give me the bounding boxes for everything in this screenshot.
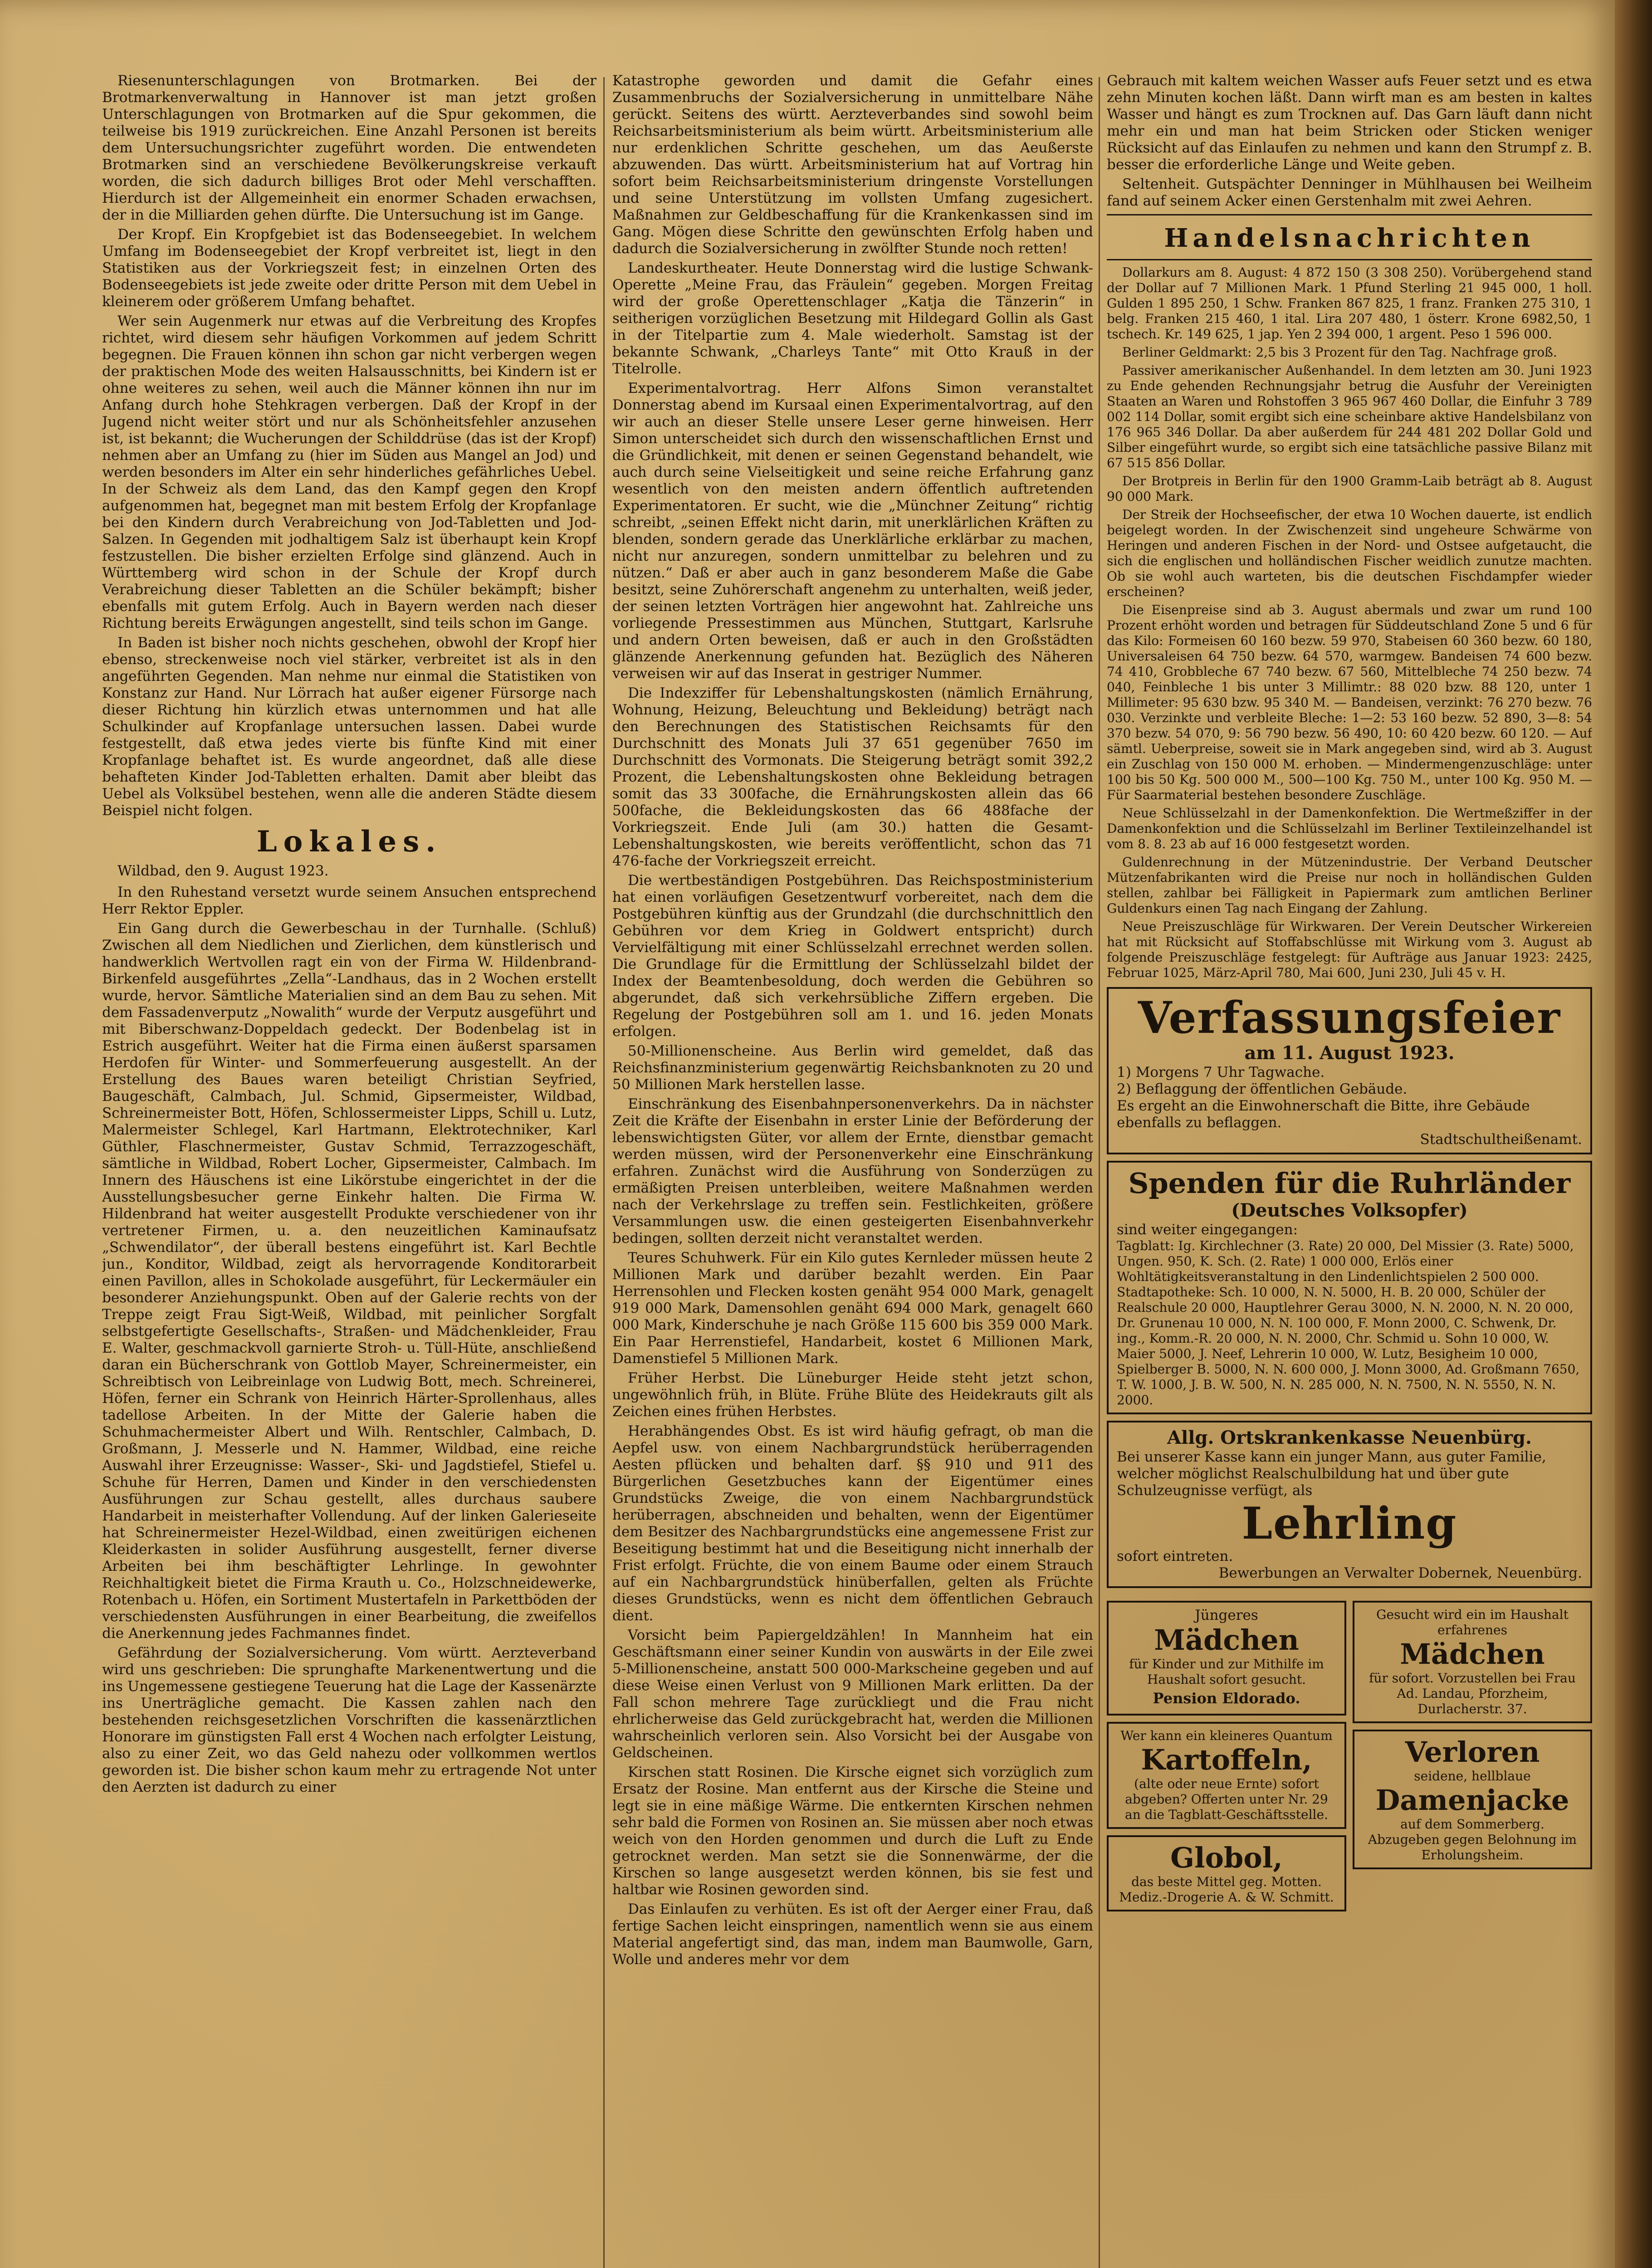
article-indexziffer: Die Indexziffer für Lebenshaltungskosten (nämlich Ernährung, Wohnung, Heizung, Beleuchtung und Bekleidung) beträgt nach den Berechnungen des Statistischen Reichsamts für den Durchschnitt des Monats Juli 37 651 gegenüber 7650 im Durchschnitt des Vormonats. Die Steigerung beträgt somit 392,2 Prozent, die Lebenshaltungskosten ohne Bekleidung betragen somit das 33 300fache, die Ernährungskosten allein das 66 500fache, die Bekleidungskosten das 66 488fache der Vorkriegszeit. Ende Juli (am 30.) hatten die Gesamt-Lebenshaltungskosten, wie bereits veröffentlicht, schon das 71 476-fache der Vorkriegszeit erreicht. — [612, 685, 1093, 869]
ad-globol-text: das beste Mittel geg. Motten. — [1131, 1874, 1322, 1889]
ad-maedchen-1-title: Mädchen — [1154, 1623, 1299, 1657]
ad-aok-apply: Bewerbungen an Verwalter Dobernek, Neuenbürg. — [1218, 1565, 1582, 1581]
ad-kartoffeln-pre: Wer kann ein kleineres Quantum — [1120, 1728, 1333, 1743]
article-eisenbahn: Einschränkung des Eisenbahnpersonenverkehrs. Da in nächster Zeit die Kräfte der Eisenbahn in erster Linie der Beförderung der lebenswichtigsten Güter, vor allem der Ernte, dienstbar gemacht werden müssen, wird der Personenverkehr eine Einschränkung erfahren. Zunächst wird die Ausführung von Sonderzügen zu ermäßigten Preisen unterbleiben, weitere Maßnahmen werden nach der Verkehrslage zu treffen sein. Festlichkeiten, größere Versammlungen usw. die einen gesteigerten Eisenbahnverkehr bedingen, sollten derzeit nicht veranstaltet werden. — [612, 1096, 1093, 1246]
article-postgebuehren: Die wertbeständigen Postgebühren. Das Reichspostministerium hat einen vorläufigen Gesetzentwurf vorbereitet, nach dem die Postgebühren künftig aus der Grundzahl (die durchschnittlich den Gebühren vor dem Krieg in Goldwert entspricht) durch Vervielfältigung mit einer Schlüsselzahl errechnet werden sollen. Die Grundlage für die Ermittlung der Schlüsselzahl bildet der Index der Beamtenbesoldung, doch werden die Gebühren so abgerundet, daß sich verkehrsübliche Ziffern ergeben. Die Regelung der Postgebühren soll am 1. und 16. jeden Monats erfolgen. — [612, 872, 1093, 1040]
article-brotpreis: Der Brotpreis in Berlin für den 1900 Gramm-Laib beträgt ab 8. August 90 000 Mark. — [1107, 474, 1592, 504]
ad-verfassungsfeier-sign: Stadtschultheißenamt. — [1420, 1131, 1582, 1148]
ad-maedchen-2-pre: Gesucht wird ein im Haushalt erfahrenes — [1376, 1607, 1569, 1637]
ad-maedchen-2-title: Mädchen — [1400, 1637, 1545, 1671]
ad-spenden-list: Tagblatt: Ig. Kirchlechner (3. Rate) 20 000, Del Missier (3. Rate) 5000, Ungen. 950, K. Sch. (2. Rate) 1 000 000, Erlös einer Wohltätigkeitsveranstaltung in den Lindenlichtspielen 2 500 000. — [1117, 1238, 1574, 1284]
ad-globol-title: Globol, — [1170, 1841, 1283, 1874]
article-seltenheit: Seltenheit. Gutspächter Denninger in Mühlhausen bei Weilheim fand auf seinem Acker einen Gerstenhalm mit zwei Aehren. — [1107, 176, 1592, 209]
article-guldenrechnung: Guldenrechnung in der Mützenindustrie. Der Verband Deutscher Mützenfabrikanten wird die Preise nur noch in holländischen Gulden stellen, zahlbar bei Fälligkeit in Papiermark zum amtlichen Berliner Guldenkurs einen Tag nach Eingang der Zahlung. — [1107, 855, 1592, 916]
article-aussenhandel: Passiver amerikanischer Außenhandel. In dem letzten am 30. Juni 1923 zu Ende gehenden Rechnungsjahr betrug die Ausfuhr der Vereinigten Staaten an Waren und Rohstoffen 3 965 967 460 Dollar, die Einfuhr 3 789 002 114 Dollar, somit ergibt sich eine scheinbare aktive Handelsbilanz von 176 965 346 Dollar. Da aber außerdem für 244 481 202 Dollar Gold und Silber eingeführt wurde, so ergibt sich eine tatsächliche passive Bilanz mit 67 515 856 Dollar. — [1107, 363, 1592, 470]
ad-maedchen-2 — [1353, 1601, 1592, 1723]
column-2 — [612, 73, 1093, 2268]
column-rule — [1099, 77, 1100, 2268]
article-herbst: Früher Herbst. Die Lüneburger Heide steht jetzt schon, ungewöhnlich früh, in Blüte. Frühe Blüte des Heidekrauts gilt als Zeichen eines frühen Herbstes. — [612, 1370, 1093, 1420]
divider — [1107, 259, 1592, 260]
article-gewerbeschau: Ein Gang durch die Gewerbeschau in der Turnhalle. (Schluß) Zwischen all dem Niedlichen und Zierlichen, dem künstlerisch und handwerklich Wertvollen ragt ein von der Firma W. Hildenbrand-Birkenfeld ausgeführtes „Zella“-Landhaus, das in 2 Wochen erstellt wurde, hervor. Sämtliche Materialien sind an dem Bau zu sehen. Mit dem Fassadenverputz „Nowalith“ wurde der Verputz ausgeführt und mit Biberschwanz-Doppeldach gedeckt. Der Bodenbelag ist in Estrich ausgeführt. Weiter hat die Firma einen äußerst sparsamen Herdofen für Winter- und Sommerfeuerung ausgestellt. An der Erstellung des Baues waren beteiligt Christian Seyfried, Baugeschäft, Calmbach, Jul. Schmid, Gipsermeister, Wildbad, Schreinermeister Bott, Höfen, Schlossermeister Lipps, Schill u. Lutz, Malermeister Schlegel, Karl Hartmann, Elektrotechniker, Karl Güthler, Flaschnermeister, Gustav Schmid, Terrazzogeschäft, sämtliche in Wildbad, Robert Locher, Gipsermeister, Calmbach. Im Innern des Häuschens ist eine Likörstube eingerichtet in der die Ausstellungsbesucher gerne Einkehr halten. Die Firma W. Hildenbrand hat weiter ausgestellt Produkte verschiedener von ihr vertretener Firmen, u. a. den neuzeitlichen Kaminaufsatz „Schwendilator“, der überall bestens eingeführt ist. Karl Bechtle jun., Konditor, Wildbad, zeigt als hervorragende Konditorarbeit einen Pavillon, alles in Schokolade ausgeführt, für Leckermäuler ein besonderer Anziehungspunkt. Oben auf der Galerie rechts von der Treppe zeigt Frau Sigt-Weiß, Wildbad, mit peinlicher Sorgfalt selbstgefertigte Gesellschafts-, Straßen- und Mädchenkleider, Frau E. Walter, geschmackvoll garnierte Stroh- u. Tüll-Hüte, anschließend daran ein Bücherschrank von Gottlob Mayer, Schreinermeister, ein Schreibtisch von Leibreinlage von Ludwig Bott, mech. Schreinerei, Höfen, ferner ein Schrank von Heinrich Härter-Sprollenhaus, alles tadellose Arbeiten. In der Mitte der Galerie haben die Schuhmachermeister Albert und Wilh. Rentschler, Calmbach, D. Großmann, J. Messerle und N. Hammer, Wildbad, eine reiche Auswahl ihrer Erzeugnisse: Wasser-, Ski- und Jagdstiefel, Stiefel u. Schuhe für Herren, Damen und Kinder in den verschiedensten Ausführungen zur Schau gestellt, alles durchaus saubere Handarbeit in meisterhafter Vollendung. Auf der linken Galerieseite hat Schreinermeister Hezel-Wildbad, einen zweitürigen eichenen Kleiderkasten in solider Ausführung ausgestellt, ferner diverse Arbeiten bei ihm beschäftigter Lehrlinge. In gewohnter Reichhaltigkeit bietet die Firma Krauth u. Co., Holzschneidewerke, Rotenbach u. Höfen, ein Sortiment Mustertafeln in Parkettböden der verschiedensten Ausführungen in einer Bearbeitung, die zweifellos die Anerkennung jedes Fachmannes findet. — [102, 920, 596, 1642]
article-wirkwaren: Neue Preiszuschläge für Wirkwaren. Der Verein Deutscher Wirkereien hat mit Rücksicht auf Stoffabschlüsse mit Wirkung vom 3. August ab folgende Preiszuschläge festgelegt: für Aufträge aus Januar 1923: 2425, Februar 1025, März-April 780, Mai 600, Juni 230, Juli 45 v. H. — [1107, 919, 1592, 980]
ad-maedchen-1-text: für Kinder und zur Mithilfe im Haushalt sofort gesucht. — [1129, 1657, 1324, 1687]
divider — [1107, 214, 1592, 215]
article-eisenpreise: Die Eisenpreise sind ab 3. August abermals und zwar um rund 100 Prozent erhöht worden und betragen für Süddeutschland Zone 5 und 6 für das Kilo: Formeisen 60 160 bezw. 59 970, Stabeisen 60 360 bezw. 60 180, Universaleisen 64 750 bezw. 64 570, warmgew. Bandeisen 74 600 bezw. 74 410, Grobbleche 67 740 bezw. 67 560, Mittelbleche 74 250 bezw. 74 040, Feinbleche 1 bis unter 3 Millimtr.: 88 020 bzw. 88 120, unter 1 Millimeter: 95 630 bzw. 95 340 M. — Bandeisen, verzinkt: 76 270 bezw. 76 030. Verzinkte und verbleite Bleche: 1—2: 53 160 bezw. 52 890, 3—8: 54 370 bezw. 54 070, 9: 56 790 bezw. 56 490, 10: 60 420 bezw. 60 120. — Auf sämtl. Ueberpreise, soweit sie in Mark angegeben sind, wird ab 3. August ein Zuschlag von 150 000 M. erhoben. — Mindermengenzuschläge: unter 100 bis 50 Kg. 500 000 M., 500—100 Kg. 750 M., unter 100 Kg. 950 M. — Für Saarmaterial bestehen besondere Zuschläge. — [1107, 602, 1592, 802]
article-einlaufen: Das Einlaufen zu verhüten. Es ist oft der Aerger einer Frau, daß fertige Sachen leicht einspringen, namentlich wenn sie aus einem Material angefertigt sind, das man, indem man Baumwolle, Garn, Wolle und anderes mehr vor dem — [612, 1901, 1093, 1968]
page-edge-shadow — [1615, 0, 1652, 2268]
ad-verfassungsfeier — [1107, 987, 1592, 1154]
ad-spenden-subtitle: (Deutsches Volksopfer) — [1231, 1200, 1468, 1221]
article-geldmarkt: Berliner Geldmarkt: 2,5 bis 3 Prozent für den Tag. Nachfrage groß. — [1122, 345, 1557, 360]
column-1 — [102, 73, 596, 2268]
ad-verfassungsfeier-item: 2) Beflaggung der öffentlichen Gebäude. — [1117, 1081, 1408, 1097]
ad-maedchen-1-pre: Jüngeres — [1195, 1607, 1258, 1623]
ad-kartoffeln — [1107, 1722, 1346, 1829]
ad-aok-lehrling: Lehrling — [1241, 1498, 1457, 1549]
ad-aok-start: sofort eintreten. — [1117, 1548, 1233, 1564]
article-streik: Der Streik der Hochseefischer, der etwa 10 Wochen dauerte, ist endlich beigelegt worden. In der Zwischenzeit sind ungeheure Schwärme von Heringen und anderen Fischen in der Nord- und Ostsee aufgetaucht, die sich die englischen und holländischen Fischer weidlich zunutze machten. Ob sie wohl auch warteten, bis die deutschen Fischdampfer wieder erscheinen? — [1107, 507, 1592, 599]
ad-ortskrankenkasse — [1107, 1421, 1592, 1588]
column-rule — [603, 77, 605, 2268]
article-brotmarken: Riesenunterschlagungen von Brotmarken. Bei der Brotmarkenverwaltung in Hannover ist man jetzt großen Unterschlagungen von Brotmarken auf die Spur gekommen, die teilweise bis 1919 zurückreichen. Eine Anzahl Personen ist bereits dem Untersuchungsrichter zugeführt worden. Die entwendeten Brotmarken sind an verschiedene Bevölkerungskreise verkauft worden, die sich dadurch billiges Brot oder Mehl verschafften. Hierdurch ist der Allgemeinheit ein enormer Schaden erwachsen, der in die Milliarden gehen dürfte. Die Untersuchung ist im Gange. — [102, 73, 596, 223]
dateline: Wildbad, den 9. August 1923. — [117, 863, 329, 879]
article-millionenscheine: 50-Millionenscheine. Aus Berlin wird gemeldet, daß das Reichsfinanzministerium gegenwärtig Reichsbanknoten zu 20 und 50 Millionen Mark herstellen lasse. — [612, 1043, 1093, 1093]
section-heading-lokales: Lokales. — [256, 825, 442, 859]
ad-maedchen-1-sign: Pension Eldorado. — [1153, 1690, 1300, 1707]
ad-verfassungsfeier-date: am 11. August 1923. — [1244, 1042, 1455, 1064]
ad-spenden-intro: sind weiter eingegangen: — [1117, 1222, 1298, 1238]
ad-spenden — [1107, 1161, 1592, 1414]
ad-verfassungsfeier-text: Es ergeht an die Einwohnerschaft die Bitte, ihre Gebäude ebenfalls zu beflaggen. — [1117, 1098, 1530, 1131]
ad-spenden-title: Spenden für die Ruhrländer — [1128, 1167, 1571, 1200]
section-heading-handel: Handelsnachrichten — [1164, 223, 1535, 253]
ad-globol — [1107, 1835, 1346, 1911]
ad-kartoffeln-title: Kartoffeln, — [1141, 1743, 1312, 1776]
ad-verloren-item: Damenjacke — [1375, 1784, 1569, 1817]
article-kropf-3: In Baden ist bisher noch nichts geschehen, obwohl der Kropf hier ebenso, streckenweise noch viel stärker, verbreitet ist als in den angeführten Gegenden. Man nehme nur einmal die Statistiken von Konstanz zur Hand. Nur Lörrach hat außer eigener Fürsorge nach dieser Richtung hin kürzlich etwas unternommen und hat alle Schulkinder auf Kropfanlage untersuchen lassen. Dabei wurde festgestellt, daß etwa jedes vierte bis fünfte Kind mit einer Kropfanlage behaftet ist. Es wurde angeordnet, daß alle diese behafteten Kinder Jod-Tabletten erhalten. Damit aber bleibt das Uebel als Volksübel bestehen, wenn alle die anderen Städte diesem Beispiel nicht folgen. — [102, 635, 596, 819]
ad-verloren-title: Verloren — [1405, 1735, 1540, 1769]
column-3 — [1107, 73, 1592, 2268]
article-schluesselzahl: Neue Schlüsselzahl in der Damenkonfektion. Die Wertmeßziffer in der Damenkonfektion und die Schlüsselzahl im Berliner Textileinzelhandel ist vom 8. 8. 23 ab auf 16 000 festgesetzt worden. — [1107, 806, 1592, 851]
article-landeskurtheater: Landeskurtheater. Heute Donnerstag wird die lustige Schwank-Operette „Meine Frau, das Fräulein“ gegeben. Morgen Freitag wird der große Operettenschlager „Katja die Tänzerin“ in seitherigen vorzüglichen Besetzung mit Hildegard Gollin als Gast in der Titelpartie zum 4. Male wiederholt. Samstag ist der bekannte Schwank, „Charleys Tante“ mit Otto Krauß in der Titelrolle. — [612, 260, 1093, 377]
article-obst: Herabhängendes Obst. Es ist wird häufig gefragt, ob man die Aepfel usw. von einem Nachbargrundstück herüberragenden Aesten pflücken und behalten darf. §§ 910 und 911 des Bürgerlichen Gesetzbuches kann der Eigentümer eines Grundstücks Zweige, die von einem Nachbargrundstück herüberragen, abschneiden und behalten, wenn der Eigentümer dem Besitzer des Nachbargrundstücks eine angemessene Frist zur Beseitigung bestimmt hat und die Beseitigung nicht innerhalb der Frist erfolgt. Früchte, die von einem Baume oder einem Strauch auf ein Nachbargrundstück hinüberfallen, gelten als Früchte dieses Grundstücks, wenn es nicht dem öffentlichen Gebrauch dient. — [612, 1423, 1093, 1624]
article-ruhestand: In den Ruhestand versetzt wurde seinem Ansuchen entsprechend Herr Rektor Eppler. — [102, 884, 596, 917]
ad-verloren-sub: seidene, hellblaue — [1414, 1769, 1531, 1784]
ad-kartoffeln-text: (alte oder neue Ernte) sofort abgeben? Offerten unter Nr. 29 an die Tagblatt-Geschäftsstelle. — [1125, 1776, 1328, 1822]
article-kropf-2: Wer sein Augenmerk nur etwas auf die Verbreitung des Kropfes richtet, wird diesem sehr häufigen Vorkommen auf jedem Schritt begegnen. Die Frauen können ihn schon gar nicht verbergen wegen der praktischen Mode des weiten Halsausschnitts, bei Kindern ist er ohne weiteres zu sehen, weil auch die Männer können ihn nur im Anfang durch hohe Stehkragen verbergen. Daß der Kropf in der Jugend nicht weiter stört und nur als Schönheitsfehler anzusehen ist, ist bekannt; die Wucherungen der Schilddrüse (das ist der Kropf) nehmen aber an Umfang zu (hier im Süden aus Mangel an Jod) und werden besonders im Alter ein sehr hinderliches gefährliches Uebel. In der Schweiz als dem Land, das den Kampf gegen den Kropf aufgenommen hat, begegnet man mit bestem Erfolg der Kropfanlage bei den Kindern durch Verabreichung von Jod-Tabletten und Jod-Salzen. In Gegenden mit jodhaltigem Salz ist überhaupt kein Kropf festzustellen. Die bisher erzielten Erfolge sind glänzend. Auch in Württemberg wird schon in der Schule der Kropf durch Verabreichung dieser Tabletten an die Schüler bekämpft; bisher ebenfalls mit gutem Erfolg. Auch in Bayern werden nach dieser Richtung bereits Erwägungen angestellt, sind teils schon im Gange. — [102, 313, 596, 631]
article-dollarkurs: Dollarkurs am 8. August: 4 872 150 (3 308 250). Vorübergehend stand der Dollar auf 7 Millionen Mark. 1 Pfund Sterling 21 945 000, 1 holl. Gulden 1 895 250, 1 Schw. Franken 867 825, 1 franz. Franken 275 310, 1 belg. Franken 215 460, 1 ital. Lira 207 480, 1 österr. Krone 6982,50, 1 tschech. Kr. 149 625, 1 jap. Yen 2 394 000, 1 argent. Peso 1 596 000. — [1107, 265, 1592, 342]
ad-maedchen-2-text: für sofort. Vorzustellen bei Frau Ad. Landau, Pforzheim, Durlacherstr. 37. — [1369, 1671, 1576, 1716]
ad-verloren-text: auf dem Sommerberg. Abzugeben gegen Belohnung im Erholungsheim. — [1368, 1817, 1577, 1862]
article-papiergeld: Vorsicht beim Papiergeldzählen! In Mannheim hat ein Geschäftsmann einer seiner Kundin von auswärts in der Eile zwei 5-Millionenscheine, anstatt 500 000-Markscheine gegeben und auf diese Weise einen Verlust von 9 Millionen Mark erlitten. Da der Fall schon mehrere Tage zurückliegt und die Frau nicht ehrlicherweise das Geld zurückgebracht hat, werden die Millionen wahrscheinlich verloren sein. Also Vorsicht bei der Ausgabe von Geldscheinen. — [612, 1627, 1093, 1761]
ad-verfassungsfeier-item: 1) Morgens 7 Uhr Tagwache. — [1117, 1064, 1325, 1080]
article-kirschen: Kirschen statt Rosinen. Die Kirsche eignet sich vorzüglich zum Ersatz der Rosine. Man entfernt aus der Kirsche die Steine und legt sie in eine mäßige Wärme. Die entkernten Kirschen nehmen sehr bald die Formen von Rosinen an. Sie müssen aber noch etwas weich von den Horden genommen und durch die Luft zu Ende getrocknet werden. Man setzt sie die Sonnenwärme, der die Kirschen so lange ausgesetzt werden können, bis sie fest und haltbar wie Rosinen geworden sind. — [612, 1764, 1093, 1898]
ad-spenden-list: Stadtapotheke: Sch. 10 000, N. N. 5000, H. B. 20 000, Schüler der Realschule 20 000, Hauptlehrer Gerau 3000, N. N. 2000, N. N. 20 000, Dr. Grunenau 10 000, N. N. 100 000, F. Monn 2000, C. Schwenk, Dr. ing., Komm.-R. 20 000, N. N. 2000, Chr. Schmid u. Sohn 10 000, W. Maier 5000, J. Neef, Lehrerin 10 000, W. Lutz, Besigheim 10 000, Spielberger B. 5000, N. N. 600 000, J. Monn 3000, Ad. Großmann 7650, T. W. 1000, J. B. W. 500, N. N. 285 000, N. N. 7500, N. N. 5550, N. N. 2000. — [1117, 1285, 1580, 1408]
article-katastrophe: Katastrophe geworden und damit die Gefahr eines Zusammenbruchs der Sozialversicherung in unmittelbare Nähe gerückt. Seitens des württ. Aerzteverbandes sind sowohl beim Reichsarbeitsministerium als beim württ. Arbeitsministerium alle nur erdenklichen Schritte geschehen, um das Aeußerste abzuwenden. Das württ. Arbeitsministerium hat auf Vortrag hin sofort beim Reichsarbeitsministerium dringenste Vorstellungen und seine Unterstützung im vollsten Umfang zugesichert. Maßnahmen zur Geldbeschaffung für die Krankenkassen sind im Gang. Mögen diese Schritte den gewünschten Erfolg haben und dadurch die Sozialversicherung in zwölfter Stunde noch retten! — [612, 73, 1093, 257]
article-sozialversicherung: Gefährdung der Sozialversicherung. Vom württ. Aerzteverband wird uns geschrieben: Die sprunghafte Markenentwertung und die ins Ungemessene gestiegene Teuerung hat die Lage der Kassenärzte ins Unerträgliche gemacht. Die Kassen zahlen nach den bestehenden reichsgesetzlichen Vorschriften die kassenärztlichen Honorare im günstigsten Fall erst 4 Wochen nach erfolgter Leistung, also zu einer Zeit, wo das Geld nahezu oder vollkommen wertlos geworden ist. Die bisher schon kaum mehr zu ertragende Not unter den Aerzten ist dadurch zu einer — [102, 1645, 596, 1795]
ad-row — [1107, 1594, 1592, 1918]
ad-globol-sign: Mediz.-Drogerie A. & W. Schmitt. — [1119, 1890, 1334, 1905]
ad-aok-title: Allg. Ortskrankenkasse Neuenbürg. — [1167, 1427, 1532, 1448]
article-gebrauch: Gebrauch mit kaltem weichen Wasser aufs Feuer setzt und es etwa zehn Minuten kochen läßt. Dann wirft man es am besten in kaltes Wasser und hängt es zum Trocknen auf. Das Garn läuft dann nicht mehr ein und man hat beim Stricken oder Sticken weniger Rücksicht auf das Einlaufen zu nehmen und kann den Strumpf z. B. besser die erforderliche Länge und Weite geben. — [1107, 73, 1592, 173]
article-kropf-1: Der Kropf. Ein Kropfgebiet ist das Bodenseegebiet. In welchem Umfang im Bodenseegebiet der Kropf verbreitet ist, liegt in den Statistiken aus der Vorkriegszeit fest; in einzelnen Orten des Bodenseegebiets ist jede zweite oder dritte Person mit dem Uebel in kleinerem oder größerem Umfang behaftet. — [102, 226, 596, 310]
article-experimentalvortrag: Experimentalvortrag. Herr Alfons Simon veranstaltet Donnerstag abend im Kursaal einen Experimentalvortrag, auf den wir auch an dieser Stelle unsere Leser gerne hinweisen. Herr Simon unterscheidet sich durch den wissenschaftlichen Ernst und die Gründlichkeit, mit denen er seinen Gegenstand behandelt, wie auch durch seine Vielseitigkeit und seine reiche Erfahrung ganz wesentlich von den meisten andern öffentlich auftretenden Experimentatoren. Er sucht, wie die „Münchner Zeitung“ richtig schreibt, „seinen Effekt nicht darin, mit unerklärlichen Kräften zu blenden, sondern gerade das Unerklärliche erklärbar zu machen, nicht nur anzuregen, sondern unmittelbar zu belehren und zu nützen.“ Daß er aber auch in ganz besonderem Maße die Gabe besitzt, seine Zuhörerschaft angenehm zu unterhalten, weiß jeder, der seinen letzten Vorträgen hier angewohnt hat. Zahlreiche uns vorliegende Pressestimmen aus München, Stuttgart, Karlsruhe und andern Orten beweisen, daß er auch in den Großstädten glänzende Anerkennung gefunden hat. Bezüglich des Näheren verweisen wir auf das Inserat in gestriger Nummer. — [612, 380, 1093, 682]
ad-verloren — [1353, 1730, 1592, 1869]
article-schuhwerk: Teures Schuhwerk. Für ein Kilo gutes Kernleder müssen heute 2 Millionen Mark und darüber bezahlt werden. Ein Paar Herrensohlen und Flecken kosten genäht 954 000 Mark, genagelt 919 000 Mark, Damensohlen genäht 694 000 Mark, genagelt 660 000 Mark, Kinderschuhe je nach Größe 115 600 bis 359 000 Mark. Ein Paar Herrenstiefel, Handarbeit, kostet 6 Millionen Mark, Damenstiefel 5 Millionen Mark. — [612, 1250, 1093, 1367]
ad-aok-text: Bei unserer Kasse kann ein junger Mann, aus guter Familie, welcher möglichst Realschulbildung hat und über gute Schulzeugnisse verfügt, als — [1117, 1449, 1546, 1499]
ad-verfassungsfeier-title: Verfassungsfeier — [1138, 992, 1561, 1043]
ad-maedchen-1 — [1107, 1601, 1346, 1716]
